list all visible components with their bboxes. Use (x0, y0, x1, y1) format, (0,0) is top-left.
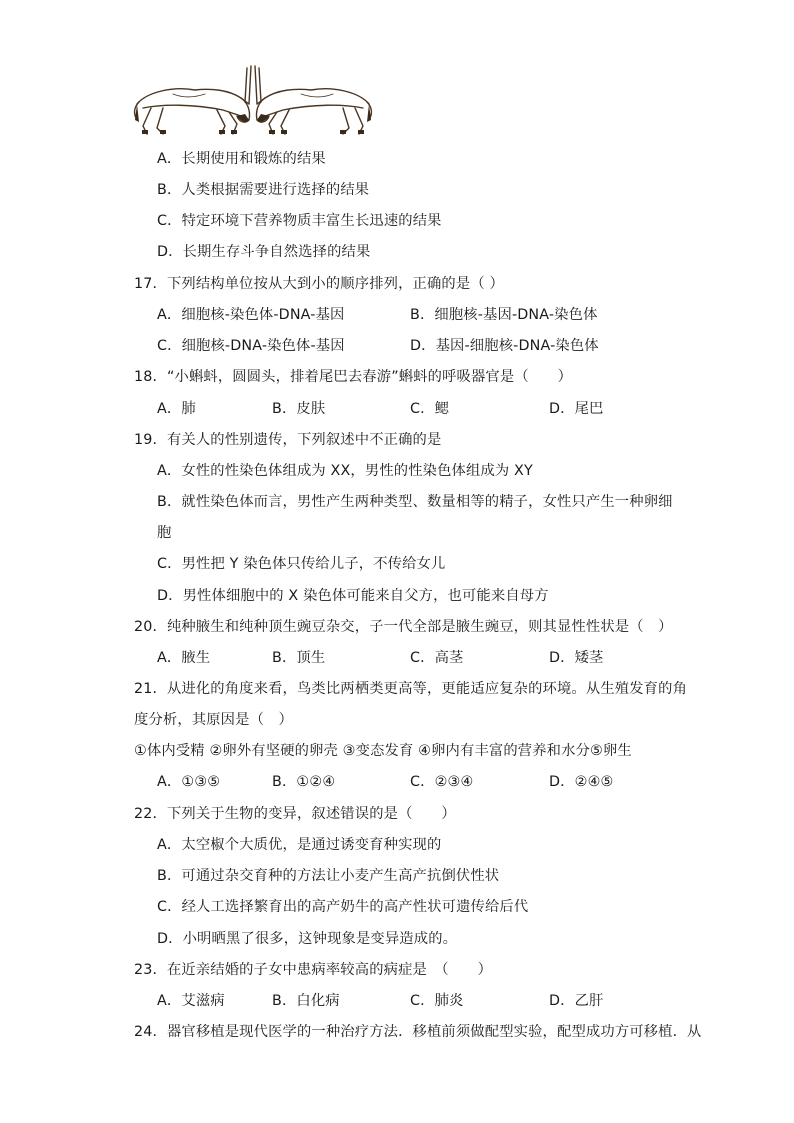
q22-option-a: A．太空椒个大质优，是通过诱变育种实现的 (157, 837, 442, 853)
q16-option-b: B．人类根据需要进行选择的结果 (157, 182, 370, 198)
q17-option-b: B．细胞核-基因-DNA-染色体 (410, 307, 598, 323)
q20-option-a: A．腋生 (157, 650, 211, 666)
q19-option-d: D．男性体细胞中的 X 染色体可能来自父方，也可能来自母方 (157, 588, 549, 604)
q23-stem: 23．在近亲结婚的子女中患病率较高的病症是 （ ） (134, 962, 493, 978)
q17-option-a: A．细胞核-染色体-DNA-基因 (157, 307, 345, 323)
q19-option-b: B．就性染色体而言，男性产生两种类型、数量相等的精子，女性只产生一种卵细 (157, 494, 673, 510)
q20-stem: 20．纯种腋生和纯种顶生豌豆杂交，子一代全部是腋生豌豆，则其显性性状是（ ） (134, 619, 673, 635)
q19-option-b-continued: 胞 (157, 525, 172, 541)
q23-option-a: A．艾滋病 (157, 993, 225, 1009)
q17-option-d: D．基因-细胞核-DNA-染色体 (410, 338, 599, 354)
q21-items: ①体内受精 ②卵外有坚硬的卵壳 ③变态发育 ④卵内有丰富的营养和水分⑤卵生 (134, 743, 632, 759)
q21-stem-line2: 度分析，其原因是（ ） (134, 712, 293, 728)
q22-stem: 22．下列关于生物的变异，叙述错误的是（ ） (134, 806, 456, 822)
q18-option-d: D．尾巴 (549, 401, 604, 417)
q21-option-b: B．①②④ (272, 774, 336, 790)
q21-option-c: C．②③④ (410, 774, 474, 790)
q17-option-c: C．细胞核-DNA-染色体-基因 (157, 338, 345, 354)
q20-option-d: D．矮茎 (549, 650, 604, 666)
q19-stem: 19．有关人的性别遗传，下列叙述中不正确的是 (134, 432, 442, 448)
q23-option-d: D．乙肝 (549, 993, 604, 1009)
q16-option-d: D．长期生存斗争自然选择的结果 (157, 244, 371, 260)
q20-option-c: C．高茎 (410, 650, 464, 666)
q23-option-c: C．肺炎 (410, 993, 464, 1009)
antelope-fight-illustration (133, 64, 373, 139)
q22-option-d: D．小明晒黑了很多，这钟现象是变异造成的。 (157, 931, 458, 947)
q21-stem-line1: 21．从进化的角度来看，鸟类比两栖类更高等，更能适应复杂的环境。从生殖发育的角 (134, 681, 688, 697)
q17-stem: 17．下列结构单位按从大到小的顺序排列，正确的是（ ） (134, 276, 504, 292)
q16-option-a: A．长期使用和锻炼的结果 (157, 151, 326, 167)
q21-option-a: A．①③⑤ (157, 774, 221, 790)
q22-option-c: C．经人工选择繁育出的高产奶牛的高产性状可遗传给后代 (157, 899, 529, 915)
q22-option-b: B．可通过杂交育种的方法让小麦产生高产抗倒伏性状 (157, 868, 500, 884)
q18-option-c: C．鳃 (410, 401, 450, 417)
q16-option-c: C．特定环境下营养物质丰富生长迅速的结果 (157, 213, 442, 229)
q19-option-c: C．男性把 Y 染色体只传给儿子，不传给女儿 (157, 556, 446, 572)
q18-option-a: A．肺 (157, 401, 196, 417)
q21-option-d: D．②④⑤ (549, 774, 614, 790)
q18-stem: 18．“小蝌蚪，圆圆头，排着尾巴去春游”蝌蚪的呼吸器官是（ ） (134, 369, 573, 385)
q18-option-b: B．皮肤 (272, 401, 326, 417)
q23-option-b: B．白化病 (272, 993, 340, 1009)
q24-stem: 24．器官移植是现代医学的一种治疗方法．移植前须做配型实验，配型成功方可移植．从 (134, 1024, 702, 1040)
q20-option-b: B．顶生 (272, 650, 326, 666)
q19-option-a: A．女性的性染色体组成为 XX，男性的性染色体组成为 XY (157, 463, 533, 479)
